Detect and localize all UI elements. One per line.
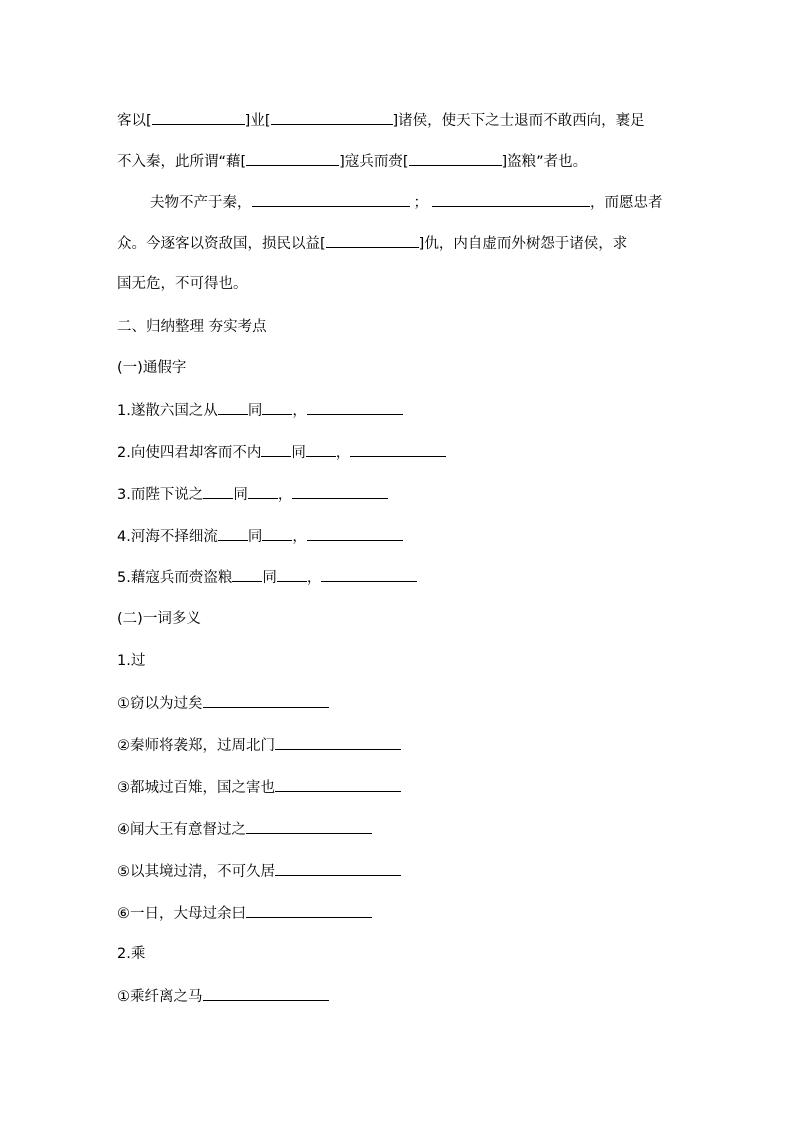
guo-item-4	[117, 819, 372, 840]
text: ，	[277, 487, 293, 503]
fill-blank[interactable]	[326, 233, 419, 248]
tongjiazi-item-3	[117, 484, 388, 505]
text: ]盗粮”者也。	[501, 154, 588, 170]
guo-item-2	[117, 735, 401, 756]
guo-item-5	[117, 861, 401, 882]
text: 客以[	[117, 113, 152, 129]
text: 同	[247, 403, 263, 419]
fill-blank[interactable]	[246, 151, 339, 166]
text: 同	[291, 445, 306, 461]
word-title-cheng: 2.乘	[117, 946, 146, 962]
text: 不入秦，此所谓“藉[	[117, 154, 247, 170]
text: ，	[335, 445, 351, 461]
fill-blank[interactable]	[307, 400, 403, 415]
fill-blank[interactable]	[277, 567, 307, 582]
text: ，	[292, 529, 307, 545]
fill-blank[interactable]	[350, 442, 446, 457]
item-text: ⑥一日，大母过余曰	[117, 906, 246, 922]
item-text: ③都城过百雉，国之害也	[117, 780, 275, 796]
item-text: 5.藉寇兵而赍盗粮	[117, 570, 233, 586]
text: 夫物不产于秦，	[150, 195, 252, 211]
tongjiazi-item-2	[117, 442, 446, 463]
item-text: ④闻大王有意督过之	[117, 822, 246, 838]
section-title: 二、归纳整理 夯实考点	[117, 319, 267, 335]
text: ，	[292, 403, 307, 419]
fill-blank[interactable]	[232, 567, 262, 582]
item-text: ①窃以为过矣	[117, 696, 203, 712]
item-text: ⑤以其境过清，不可久居	[117, 864, 275, 880]
fill-blank[interactable]	[409, 151, 502, 166]
item-text: ②秦师将袭郑，过周北门	[117, 738, 275, 754]
item-text: 4.河海不择细流	[117, 529, 218, 545]
passage-line-5: 国无危，不可得也。	[117, 276, 248, 292]
guo-item-6	[117, 903, 372, 924]
item-text: ①乘纤离之马	[117, 989, 203, 1005]
subsection-title-tongjiazi: (一)通假字	[117, 360, 187, 376]
text: 众。今逐客以资敌国，损民以益[	[117, 236, 326, 252]
text: ]诸侯，使天下之士退而不敢西向，裹足	[392, 113, 645, 129]
fill-blank[interactable]	[261, 442, 291, 457]
fill-blank[interactable]	[203, 986, 329, 1001]
cheng-item-1	[117, 986, 329, 1007]
text: ，而愿忠者	[590, 195, 663, 211]
fill-blank[interactable]	[218, 526, 248, 541]
tongjiazi-item-4	[117, 526, 403, 547]
subsection-title-yiciduoyi: (二)一词多义	[117, 611, 201, 627]
passage-line-1	[117, 110, 645, 131]
fill-blank[interactable]	[292, 484, 388, 499]
fill-blank[interactable]	[275, 861, 401, 876]
passage-line-3	[150, 192, 663, 213]
fill-blank[interactable]	[203, 484, 233, 499]
text: 同	[233, 487, 248, 503]
passage-line-2	[117, 151, 587, 172]
guo-item-1	[117, 693, 329, 714]
fill-blank[interactable]	[203, 693, 329, 708]
text: ]寇兵而赍[	[339, 154, 409, 170]
text: ]仇，内自虚而外树怨于诸侯，求	[418, 236, 628, 252]
text: ，	[306, 570, 322, 586]
fill-blank[interactable]	[246, 903, 372, 918]
word-title-guo: 1.过	[117, 653, 146, 669]
fill-blank[interactable]	[252, 192, 410, 207]
item-text: 1.遂散六国之从	[117, 403, 218, 419]
fill-blank[interactable]	[246, 819, 372, 834]
fill-blank[interactable]	[262, 400, 292, 415]
fill-blank[interactable]	[275, 777, 401, 792]
fill-blank[interactable]	[275, 735, 401, 750]
fill-blank[interactable]	[248, 484, 278, 499]
tongjiazi-item-1	[117, 400, 403, 421]
fill-blank[interactable]	[306, 442, 336, 457]
text: 同	[247, 529, 263, 545]
fill-blank[interactable]	[321, 567, 417, 582]
fill-blank[interactable]	[152, 110, 245, 125]
text: ]业[	[244, 113, 271, 129]
item-text: 3.而陛下说之	[117, 487, 204, 503]
fill-blank[interactable]	[432, 192, 590, 207]
tongjiazi-item-5	[117, 567, 417, 588]
fill-blank[interactable]	[307, 526, 403, 541]
text: 同	[262, 570, 277, 586]
fill-blank[interactable]	[218, 400, 248, 415]
guo-item-3	[117, 777, 401, 798]
passage-line-4	[117, 233, 627, 254]
text: ；	[413, 195, 428, 211]
item-text: 2.向使四君却客而不内	[117, 445, 262, 461]
fill-blank[interactable]	[262, 526, 292, 541]
fill-blank[interactable]	[271, 110, 393, 125]
